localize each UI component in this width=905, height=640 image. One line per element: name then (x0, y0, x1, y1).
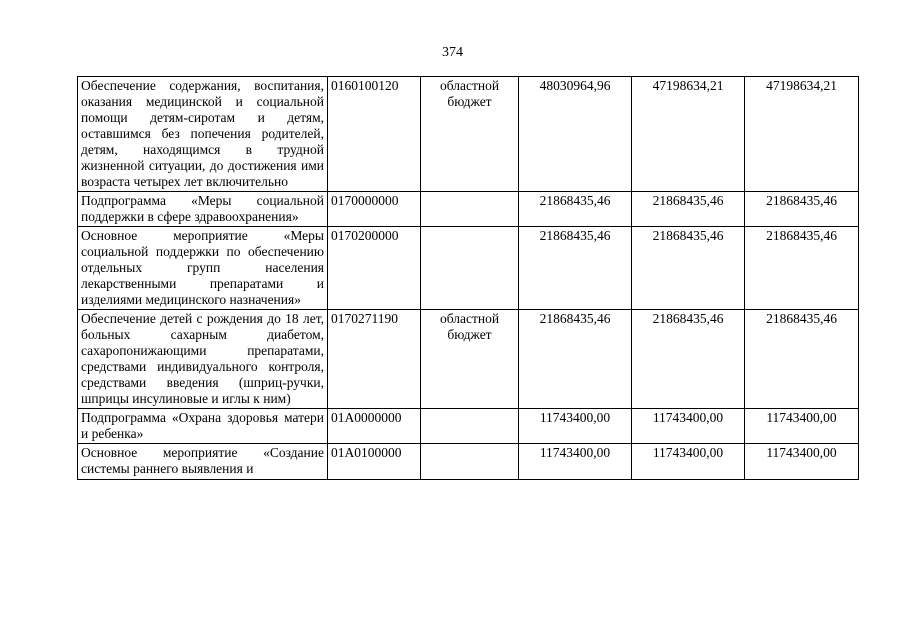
row-amount-2: 21868435,46 (632, 227, 745, 310)
row-funding-source: областной бюджет (421, 77, 519, 192)
row-amount-2: 21868435,46 (632, 192, 745, 227)
row-amount-1: 21868435,46 (519, 310, 632, 409)
row-amount-3: 21868435,46 (745, 192, 859, 227)
row-code: 01А0000000 (328, 409, 421, 444)
table-row (78, 310, 859, 409)
budget-table (77, 76, 859, 480)
row-name: Подпрограмма «Меры социальной поддержки в сфере здравоохранения» (78, 192, 328, 227)
row-name: Подпрограмма «Охрана здоровья матери и ребенка» (78, 409, 328, 444)
row-amount-3: 11743400,00 (745, 409, 859, 444)
row-code: 01А0100000 (328, 444, 421, 480)
row-amount-1: 21868435,46 (519, 192, 632, 227)
table-row (78, 77, 859, 192)
row-funding-source (421, 409, 519, 444)
row-amount-1: 11743400,00 (519, 444, 632, 480)
row-amount-1: 11743400,00 (519, 409, 632, 444)
row-amount-2: 47198634,21 (632, 77, 745, 192)
row-amount-2: 11743400,00 (632, 409, 745, 444)
row-code: 0170200000 (328, 227, 421, 310)
row-amount-2: 21868435,46 (632, 310, 745, 409)
row-funding-source (421, 444, 519, 480)
table-row (78, 192, 859, 227)
table-row (78, 444, 859, 480)
row-name: Основное мероприятие «Создание системы раннего выявления и (78, 444, 328, 480)
row-amount-1: 21868435,46 (519, 227, 632, 310)
table-row (78, 227, 859, 310)
row-amount-3: 21868435,46 (745, 310, 859, 409)
row-funding-source (421, 227, 519, 310)
row-name: Обеспечение содержания, воспитания, оказания медицинской и социальной помощи детям-сиротам и детям, оставшимся без попечения родителей, детям, находящимся в трудной жизненной ситуации, до достижения ими возраста четырех лет включительно (78, 77, 328, 192)
page-number: 374 (442, 45, 463, 60)
row-funding-source (421, 192, 519, 227)
row-amount-1: 48030964,96 (519, 77, 632, 192)
row-name: Обеспечение детей с рождения до 18 лет, больных сахарным диабетом, сахаропонижающими препаратами, средствами индивидуального контроля, средствами введения (шприц-ручки, шприцы инсулиновые и иглы к ним) (78, 310, 328, 409)
row-amount-2: 11743400,00 (632, 444, 745, 480)
table-row (78, 409, 859, 444)
row-amount-3: 47198634,21 (745, 77, 859, 192)
row-code: 0170000000 (328, 192, 421, 227)
row-funding-source: областной бюджет (421, 310, 519, 409)
row-amount-3: 21868435,46 (745, 227, 859, 310)
row-code: 0160100120 (328, 77, 421, 192)
row-code: 0170271190 (328, 310, 421, 409)
row-name: Основное мероприятие «Меры социальной поддержки по обеспечению отдельных групп населения лекарственными препаратами и изделиями медицинского назначения» (78, 227, 328, 310)
row-amount-3: 11743400,00 (745, 444, 859, 480)
